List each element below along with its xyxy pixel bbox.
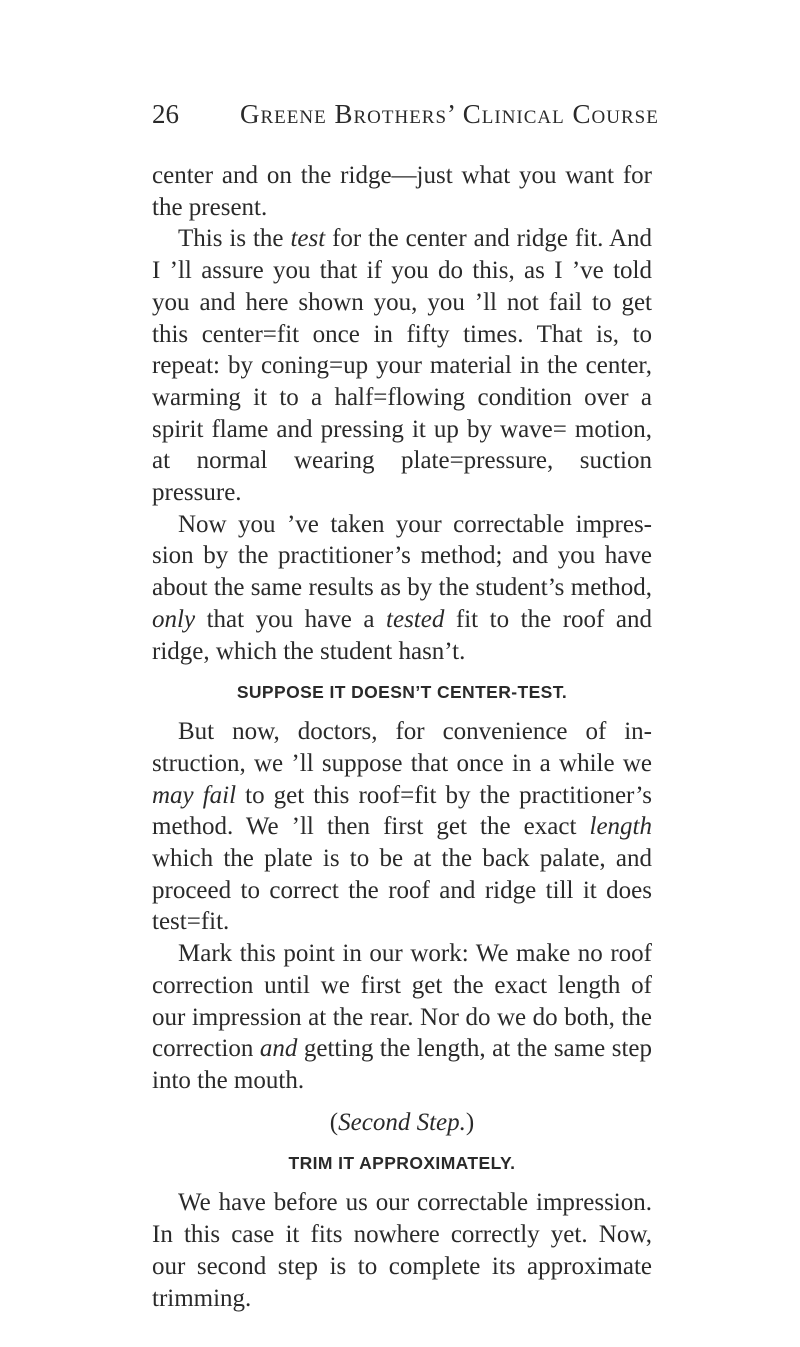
paragraph-4-emphasis-length: length [589,813,652,841]
paragraph-2-text-cont: for the center and ridge fit. And I ’ll assure you that if you do this, as I ’ve told you and here shown you, you ’ll not fail to get this center=fit once in fifty times. That is, to repeat: by coning=up your material in the center, warming it to a half=flowing condition over a spirit flame and pressing it up by wave= motion, at normal wearing plate=pressure, suction pressure. [152,225,653,507]
paragraph-3-text-cont: that you have a [195,605,387,633]
step-note [152,1107,652,1139]
paragraph-4-text: But now, doctors, for convenience of instruction, we ’ll suppose that once in a while we [152,718,652,777]
paragraph-2-emphasis: test [290,225,326,253]
body-text [152,160,652,1314]
page-number: 26 [152,99,179,129]
running-head [152,94,659,134]
paragraph-1 [152,160,652,223]
running-head-title: Greene Brothers’ Clinical Course [240,99,659,129]
step-note-close-paren: ) [465,1108,475,1136]
paragraph-5 [152,938,652,1097]
paragraph-4-text-cont: to get this roof=fit by the practitioner’s method. We ’ll then first get the exact [152,781,652,841]
paragraph-4-emphasis-may-fail: may fail [152,781,237,809]
subheading-trim: TRIM IT APPROXIMATELY. [288,1153,516,1174]
paragraph-5-text-end: getting the length, at the same step into the mouth. [152,1035,652,1094]
paragraph-2 [152,223,652,508]
paragraph-6-text: We have before us our correctable impression. In this case it fits nowhere correctly yet. Now, our second step is to complete its approximate trimming. [152,1189,652,1312]
paragraph-2-text: This is the [178,225,291,253]
paragraph-3-text-end: fit to the roof and ridge, which the student hasn’t. [152,605,653,665]
paragraph-3-text: Now you ’ve taken your correctable impression by the practitioner’s method; and you have about the same results as by the student’s method, [152,510,652,602]
step-note-open-paren: ( [329,1108,339,1136]
paragraph-3-emphasis-tested: tested [386,605,445,633]
paragraph-3-emphasis-only: only [152,605,196,633]
paragraph-3 [152,509,652,668]
paragraph-6 [152,1187,652,1314]
step-note-text: Second Step. [338,1108,466,1136]
paragraph-1-text: center and on the ridge—just what you want for the present. [152,162,652,221]
subheading-center-test: SUPPOSE IT DOESN’T CENTER-TEST. [236,682,568,703]
paragraph-5-text: Mark this point in our work: We make no roof correction until we first get the exact length of our impression at the rear. Nor do we do both, the correction [152,940,652,1063]
paragraph-4 [152,716,652,938]
paragraph-5-emphasis-and: and [259,1035,298,1063]
paragraph-4-text-end: which the plate is to be at the back palate, and proceed to correct the roof and ridge till it does test=fit. [152,845,652,936]
